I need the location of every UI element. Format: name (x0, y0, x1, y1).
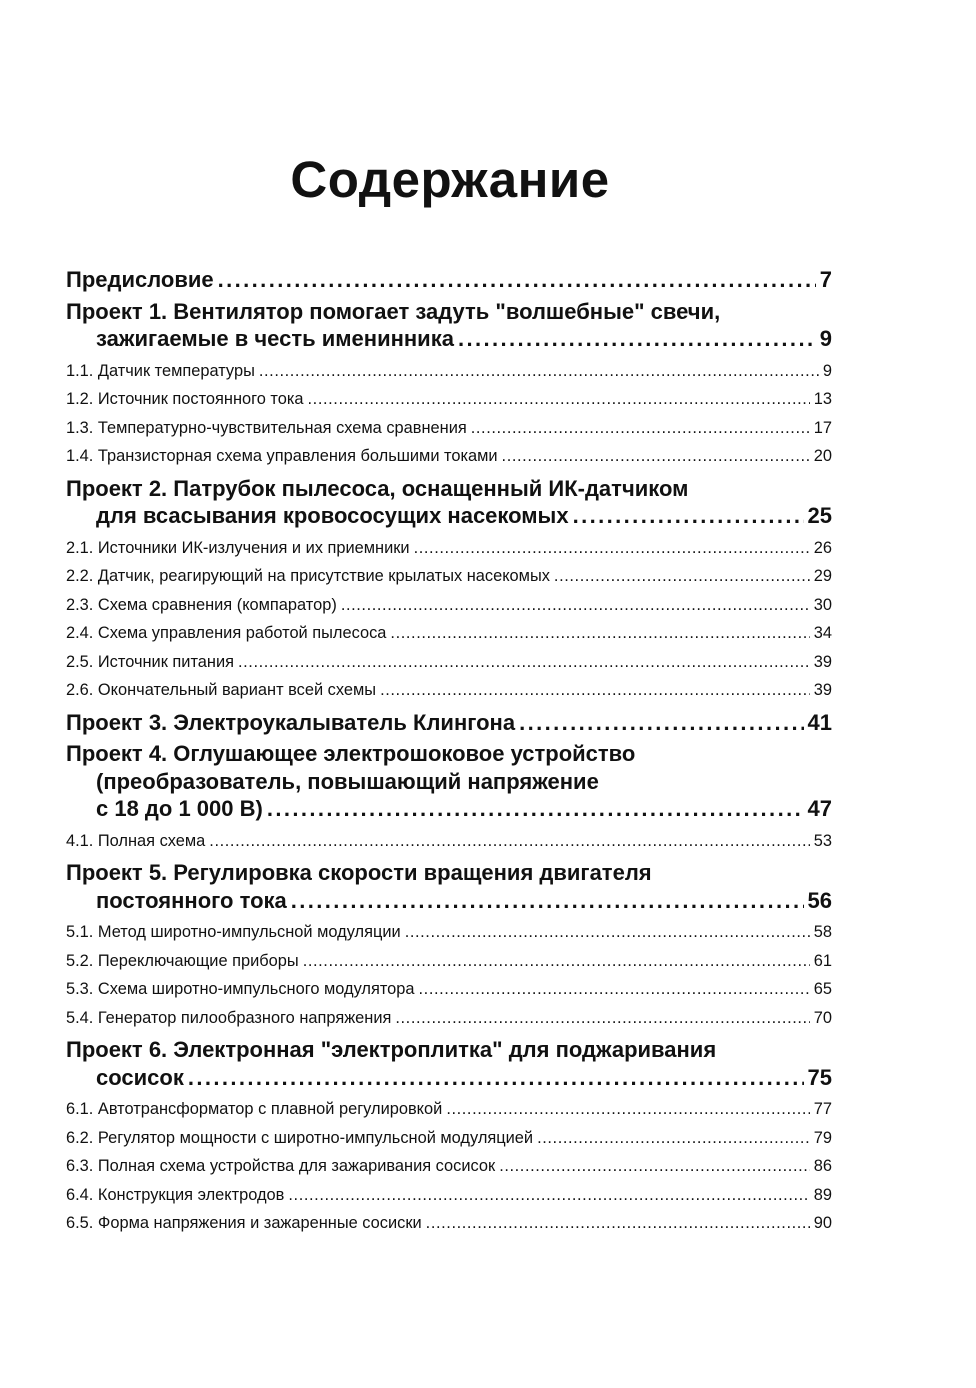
toc-page-number: 53 (813, 831, 832, 850)
toc-dot-leader (209, 827, 809, 856)
toc-section-title: 1.1. Датчик температуры (66, 361, 255, 380)
toc-section-entry (66, 619, 832, 648)
toc-page-number: 29 (813, 567, 832, 585)
toc-section-title: 6.5. Форма напряжения и зажаренные сосиски (66, 1214, 422, 1232)
toc-dot-leader (458, 325, 816, 353)
toc-section-entry (66, 1095, 832, 1124)
toc-section-title: 5.1. Метод широтно-импульсной модуляции (66, 923, 401, 941)
toc-dot-leader (471, 414, 810, 443)
toc-chapter-title: Предисловие (66, 267, 214, 292)
toc-section-entry (66, 1124, 832, 1153)
toc-page-number: 70 (813, 1008, 832, 1027)
toc-dot-leader (238, 648, 810, 677)
toc-leader-row (66, 325, 832, 353)
toc-dot-leader (341, 591, 810, 620)
toc-chapter-entry (66, 266, 832, 294)
toc-section-entry (66, 676, 832, 705)
toc-section-entry (66, 947, 832, 976)
toc-dot-leader (446, 1095, 809, 1124)
toc-section-title: 6.4. Конструкция электродов (66, 1185, 285, 1204)
toc-chapter-title-line: Проект 1. Вентилятор помогает задуть "волшебные" свечи, (66, 298, 721, 324)
toc-chapter-title-line: (преобразователь, повышающий напряжение (96, 768, 599, 794)
toc-dot-leader (218, 266, 816, 294)
toc-page-number: 26 (813, 538, 832, 557)
toc-leader-row (66, 1209, 832, 1238)
toc-leader-row (66, 266, 832, 294)
toc-leader-row (66, 619, 832, 648)
toc-section-title: 2.4. Схема управления работой пылесоса (66, 624, 387, 642)
toc-section-entry (66, 1004, 832, 1033)
toc-chapter-entry (66, 475, 832, 530)
toc-dot-leader (188, 1064, 804, 1092)
toc-leader-row (66, 534, 832, 563)
toc-page-number: 90 (813, 1214, 832, 1232)
toc-dot-leader (291, 887, 804, 915)
toc-leader-row (66, 648, 832, 677)
toc-section-entry (66, 385, 832, 414)
toc-page-number: 30 (813, 595, 832, 614)
toc-section-title: 5.3. Схема широтно-импульсного модулятора (66, 980, 415, 998)
toc-page-number: 89 (813, 1185, 832, 1204)
toc-leader-row (66, 1124, 832, 1153)
toc-section-title: 1.4. Транзисторная схема управления большими токами (66, 447, 498, 465)
toc-dot-leader (259, 357, 819, 386)
toc-section-title: 2.6. Окончательный вариант всей схемы (66, 681, 377, 699)
toc-leader-row (66, 887, 832, 915)
toc-section-title: 5.4. Генератор пилообразного напряжения (66, 1008, 392, 1027)
toc-page-number: 47 (807, 796, 832, 821)
toc-dot-leader (303, 947, 810, 976)
toc-dot-leader (537, 1124, 810, 1153)
toc-page-number: 9 (819, 326, 832, 351)
toc-leader-row (66, 827, 832, 856)
toc-section-entry (66, 1152, 832, 1181)
toc-leader-row (66, 676, 832, 705)
toc-chapter-title: зажигаемые в честь именинника (96, 326, 454, 351)
toc-chapter-entry (66, 1036, 832, 1091)
toc-section-title: 1.3. Температурно-чувствительная схема сравнения (66, 418, 467, 437)
toc-leader-row (66, 1095, 832, 1124)
toc-leader-row (66, 1004, 832, 1033)
toc-chapter-title-line: Проект 5. Регулировка скорости вращения двигателя (66, 860, 652, 885)
toc-page-number: 61 (813, 951, 832, 970)
toc-section-title: 6.1. Автотрансформатор с плавной регулировкой (66, 1100, 443, 1118)
toc-page-number: 9 (822, 361, 832, 380)
toc-dot-leader (554, 562, 810, 591)
toc-section-title: 2.3. Схема сравнения (компаратор) (66, 595, 337, 614)
toc-leader-row (66, 1064, 832, 1092)
toc-dot-leader (573, 502, 804, 530)
toc-dot-leader (267, 795, 804, 823)
toc-section-entry (66, 414, 832, 443)
toc-chapter-title-line: Проект 2. Патрубок пылесоса, оснащенный ИК-датчиком (66, 475, 689, 501)
toc-section-title: 2.2. Датчик, реагирующий на присутствие крылатых насекомых (66, 567, 550, 585)
toc-section-title: 1.2. Источник постоянного тока (66, 390, 304, 408)
toc-leader-row (66, 947, 832, 976)
toc-chapter-entry (66, 859, 832, 914)
page-title: Содержание (290, 151, 610, 208)
toc-chapter-title: с 18 до 1 000 В) (96, 796, 263, 821)
toc-leader-row (66, 918, 832, 947)
toc-section-title: 6.2. Регулятор мощности с широтно-импульсной модуляцией (66, 1128, 534, 1147)
toc-section-entry (66, 975, 832, 1004)
toc-section-title: 2.1. Источники ИК-излучения и их приемники (66, 538, 410, 557)
toc-section-entry (66, 1209, 832, 1238)
toc-page-number: 13 (813, 390, 832, 408)
toc-section-entry (66, 918, 832, 947)
toc-page-number: 41 (807, 709, 832, 735)
toc-section-entry (66, 648, 832, 677)
toc-page-number: 86 (813, 1157, 832, 1175)
toc-page-number: 39 (813, 652, 832, 671)
toc-dot-leader (419, 975, 810, 1004)
toc-leader-row (66, 1181, 832, 1210)
toc-dot-leader (390, 619, 809, 648)
toc-chapter-entry (66, 298, 832, 353)
toc-page-number: 77 (813, 1100, 832, 1118)
toc-chapter-title: сосисок (96, 1064, 184, 1090)
toc-leader-row (66, 385, 832, 414)
toc-page-number: 56 (807, 887, 832, 913)
toc-leader-row (66, 357, 832, 386)
toc-section-title: 4.1. Полная схема (66, 831, 206, 850)
toc-page-number: 20 (813, 447, 832, 465)
toc-leader-row (66, 591, 832, 620)
toc-section-title: 6.3. Полная схема устройства для зажаривания сосисок (66, 1157, 496, 1175)
toc-page-number: 75 (807, 1064, 832, 1090)
toc-page-number: 17 (813, 418, 832, 437)
toc-section-entry (66, 1181, 832, 1210)
toc-section-entry (66, 591, 832, 620)
toc-dot-leader (380, 676, 810, 705)
toc-leader-row (66, 442, 832, 471)
toc-dot-leader (414, 534, 810, 563)
toc-chapter-title: для всасывания кровососущих насекомых (96, 503, 569, 528)
toc-dot-leader (519, 709, 803, 737)
toc-page-number: 65 (813, 980, 832, 998)
toc-page-number: 7 (819, 267, 832, 292)
toc-page-number: 79 (813, 1128, 832, 1147)
toc-chapter-entry (66, 709, 832, 737)
toc-section-entry (66, 562, 832, 591)
toc-page-number: 39 (813, 681, 832, 699)
toc-chapter-title-line: Проект 6. Электронная "электроплитка" для поджаривания (66, 1037, 717, 1062)
toc-section-entry (66, 442, 832, 471)
toc-leader-row (66, 414, 832, 443)
toc-page-number: 25 (807, 503, 832, 528)
toc-dot-leader (395, 1004, 809, 1033)
toc-section-entry (66, 534, 832, 563)
toc-leader-row (66, 795, 832, 823)
toc-page-number: 58 (813, 923, 832, 941)
toc-chapter-title: Проект 3. Электроукалыватель Клингона (66, 709, 516, 735)
toc-dot-leader (288, 1181, 809, 1210)
toc-leader-row (66, 502, 832, 530)
toc-leader-row (66, 562, 832, 591)
toc-leader-row (66, 975, 832, 1004)
toc-section-title: 2.5. Источник питания (66, 652, 234, 671)
toc-section-title: 5.2. Переключающие приборы (66, 951, 299, 970)
toc-dot-leader (405, 918, 810, 947)
toc-section-entry (66, 357, 832, 386)
toc-section-entry (66, 827, 832, 856)
toc-chapter-entry (66, 740, 832, 823)
table-of-contents (66, 262, 832, 1238)
toc-chapter-title-line: Проект 4. Оглушающее электрошоковое устройство (66, 741, 636, 766)
toc-leader-row (66, 1152, 832, 1181)
toc-chapter-title: постоянного тока (96, 887, 287, 913)
toc-dot-leader (426, 1209, 810, 1238)
toc-dot-leader (308, 385, 810, 414)
toc-dot-leader (502, 442, 810, 471)
toc-dot-leader (499, 1152, 810, 1181)
toc-leader-row (66, 709, 832, 737)
toc-page-number: 34 (813, 624, 832, 642)
